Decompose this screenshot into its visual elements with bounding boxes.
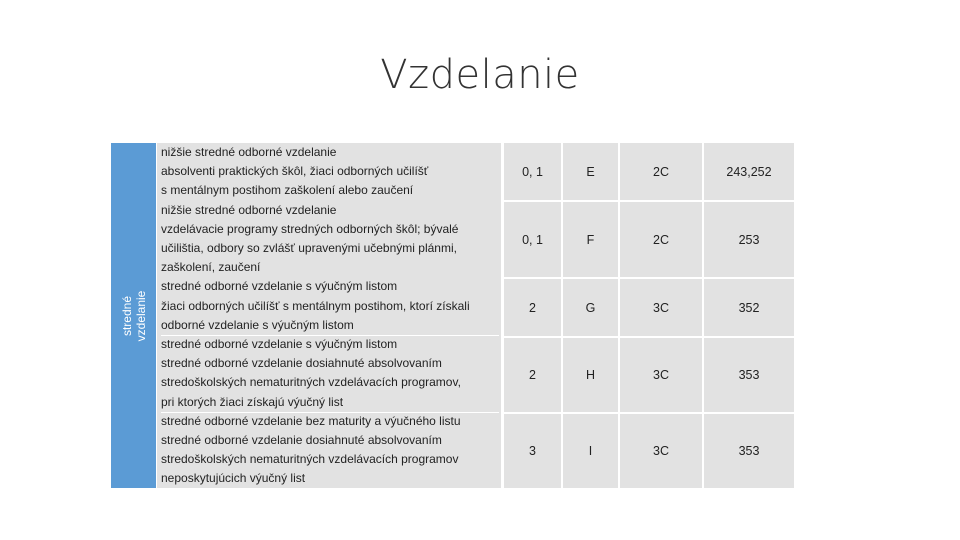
value-cell: 253 <box>702 202 794 277</box>
value-cell: 352 <box>702 279 794 336</box>
code-cell: 2C <box>618 202 702 277</box>
level-cell: 3 <box>504 414 561 488</box>
description-line: stredoškolských nematuritných vzdelávacích programov <box>161 452 459 467</box>
description-line: stredné odborné vzdelanie s výučným listom <box>161 337 398 351</box>
level-cell: 2 <box>504 338 561 412</box>
description-line: stredné odborné vzdelanie dosiahnuté absolvovaním <box>161 433 442 447</box>
description-line: učilištia, odbory so zvlášť upravenými učebnými plánmi, <box>161 241 457 255</box>
description-line: stredné odborné vzdelanie s výučným listom <box>161 279 398 294</box>
description-line: nižšie stredné odborné vzdelanie <box>161 202 337 217</box>
table-row <box>504 202 794 277</box>
level-cell: 2 <box>504 279 561 336</box>
description-line: neposkytujúcich výučný list <box>161 471 306 486</box>
description-line: žiaci odborných učilíšť s mentálnym postihom, ktorí získali <box>161 298 470 313</box>
description-line: pri ktorých žiaci získajú výučný list <box>161 393 499 413</box>
side-category-label <box>111 143 156 488</box>
code-cell: 2C <box>618 143 702 200</box>
letter-cell: I <box>561 414 618 488</box>
table-row <box>504 414 794 488</box>
value-cell: 353 <box>702 338 794 412</box>
page-title: Vzdelanie <box>380 52 580 98</box>
description-line: odborné vzdelanie s výučným listom <box>161 316 499 336</box>
side-label-line-1: stredné <box>119 295 134 336</box>
code-cell: 3C <box>618 338 702 412</box>
code-cell: 3C <box>618 414 702 488</box>
description-line: zaškolení, zaučení <box>161 260 261 275</box>
description-line: absolventi praktických škôl, žiaci odborných učilíšť <box>161 164 429 179</box>
letter-cell: E <box>561 143 618 200</box>
level-cell: 0, 1 <box>504 202 561 277</box>
side-label-line-2: vzdelanie <box>133 290 148 341</box>
description-line: vzdelávacie programy stredných odborných škôl; bývalé <box>161 221 459 236</box>
table-row <box>504 143 794 200</box>
value-cell: 353 <box>702 414 794 488</box>
code-cell: 3C <box>618 279 702 336</box>
description-line: nižšie stredné odborné vzdelanie <box>161 145 337 159</box>
value-cell: 243,252 <box>702 143 794 200</box>
letter-cell: G <box>561 279 618 336</box>
table-row <box>504 338 794 412</box>
description-line: stredné odborné vzdelanie dosiahnuté absolvovaním <box>161 356 442 371</box>
letter-cell: H <box>561 338 618 412</box>
side-category-text <box>120 290 148 341</box>
letter-cell: F <box>561 202 618 277</box>
table-row <box>504 279 794 336</box>
description-line: s mentálnym postihom zaškolení alebo zaučení <box>161 183 414 198</box>
description-line: stredné odborné vzdelanie bez maturity a výučného listu <box>161 413 461 428</box>
description-column <box>157 143 501 488</box>
description-line: stredoškolských nematuritných vzdelávacích programov, <box>161 375 461 390</box>
level-cell: 0, 1 <box>504 143 561 200</box>
